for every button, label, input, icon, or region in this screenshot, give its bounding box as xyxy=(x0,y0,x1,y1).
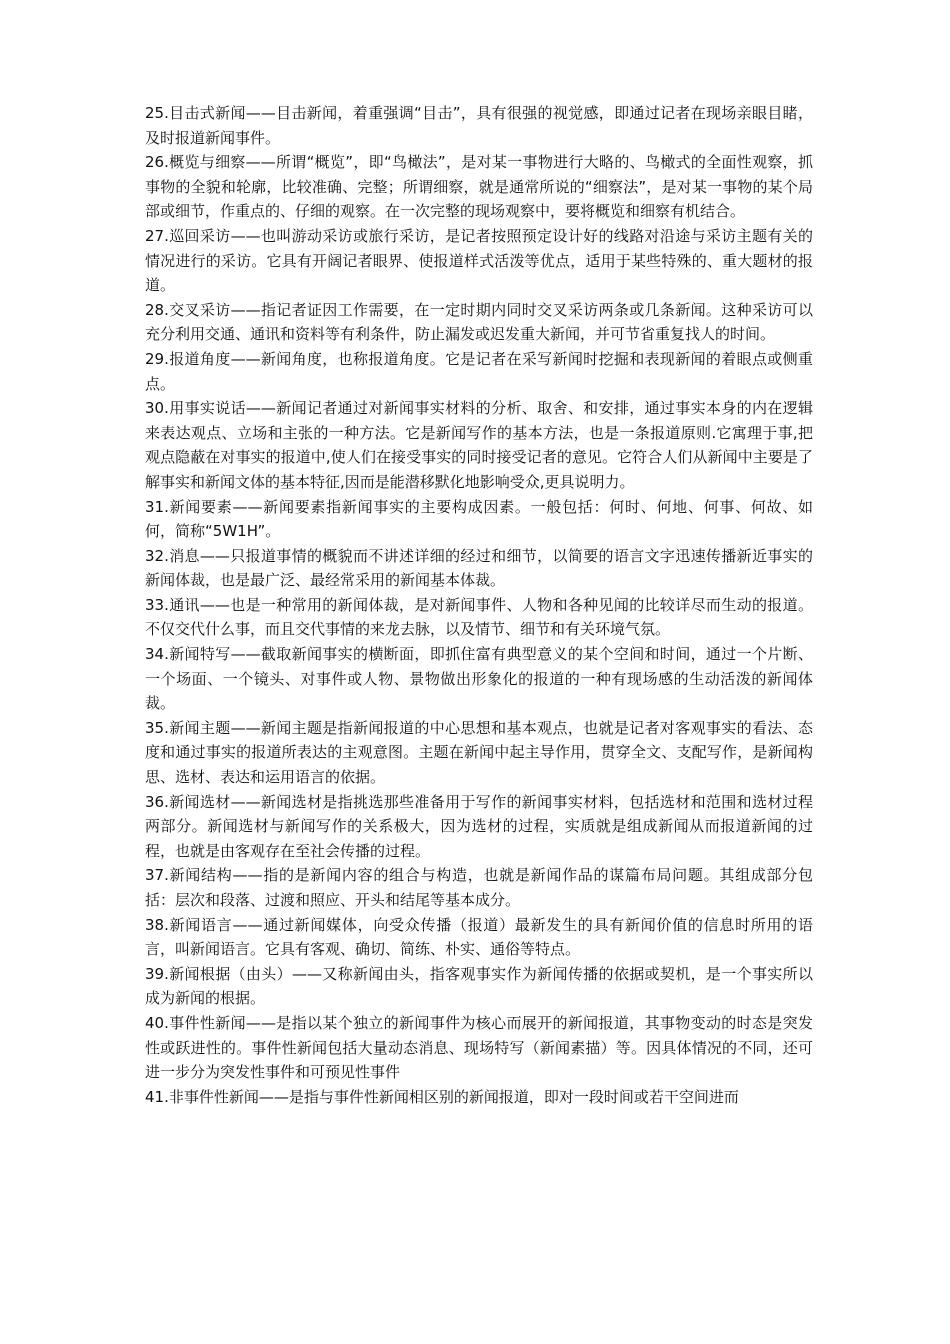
definition-entry-39: 39.新闻根据（由头）——又称新闻由头，指客观事实作为新闻传播的依据或契机，是一个事实所以成为新闻的根据。 xyxy=(145,964,813,1008)
definition-entry-29: 29.报道角度——新闻角度，也称报道角度。它是记者在采写新闻时挖掘和表现新闻的着眼点或侧重点。 xyxy=(145,349,813,393)
definition-entry-32: 32.消息——只报道事情的概貌而不讲述详细的经过和细节，以简要的语言文字迅速传播新近事实的新闻体裁，也是最广泛、最经常采用的新闻基本体裁。 xyxy=(145,546,813,590)
definition-entry-26: 26.概览与细察——所谓“概览”，即“鸟橄法”，是对某一事物进行大略的、鸟橄式的全面性观察，抓事物的全貌和轮廓，比较准确、完整；所谓细察，就是通常所说的“细察法”，是对某一事物的某个局部或细节，作重点的、仔细的观察。在一次完整的现场观察中，要将概览和细察有机结合。 xyxy=(145,153,813,221)
definition-entry-28: 28.交叉采访——指记者证因工作需要，在一定时期内同时交叉采访两条或几条新闻。这种采访可以充分利用交通、通讯和资料等有利条件，防止漏发或迟发重大新闻，并可节省重复找人的时间。 xyxy=(145,300,813,344)
definition-entry-31: 31.新闻要素——新闻要素指新闻事实的主要构成因素。一般包括：何时、何地、何事、何故、如何，简称“5W1H”。 xyxy=(145,497,813,541)
definition-entry-33: 33.通讯——也是一种常用的新闻体裁，是对新闻事件、人物和各种见闻的比较详尽而生动的报道。不仅交代什么事，而且交代事情的来龙去脉，以及情节、细节和有关环境气氛。 xyxy=(145,595,813,639)
definition-entry-37: 37.新闻结构——指的是新闻内容的组合与构造，也就是新闻作品的谋篇布局问题。其组成部分包括：层次和段落、过渡和照应、开头和结尾等基本成分。 xyxy=(145,866,813,909)
definition-entry-41: 41.非事件性新闻——是指与事件性新闻相区别的新闻报道，即对一段时间或若干空间进而 xyxy=(145,1087,739,1106)
definition-entry-30: 30.用事实说话——新闻记者通过对新闻事实材料的分析、取舍、和安排，通过事实本身的内在逻辑来表达观点、立场和主张的一种方法。它是新闻写作的基本方法，也是一条报道原则.它寓理于事,把观点隐蔽在对事实的报道中,使人们在接受事实的同时接受记者的意见。它符合人们从新闻中主要是了解事实和新闻文体的基本特征,因而是能潜移默化地影响受众,更具说明力。 xyxy=(145,399,813,491)
document-body xyxy=(145,101,813,1109)
definition-entry-27: 27.巡回采访——也叫游动采访或旅行采访，是记者按照预定设计好的线路对沿途与采访主题有关的情况进行的采访。它具有开阔记者眼界、使报道样式活泼等优点，适用于某些特殊的、重大题材的报道。 xyxy=(145,226,813,295)
definition-entry-38: 38.新闻语言——通过新闻媒体，向受众传播（报道）最新发生的具有新闻价值的信息时所用的语言，叫新闻语言。它具有客观、确切、简练、朴实、通俗等特点。 xyxy=(145,915,813,959)
definition-entry-35: 35.新闻主题——新闻主题是指新闻报道的中心思想和基本观点，也就是记者对客观事实的看法、态度和通过事实的报道所表达的主观意图。主题在新闻中起主导作用，贯穿全文、支配写作，是新闻构思、选材、表达和运用语言的依据。 xyxy=(145,718,813,787)
definition-entry-36: 36.新闻选材——新闻选材是指挑选那些准备用于写作的新闻事实材料，包括选材和范围和选材过程两部分。新闻选材与新闻写作的关系极大，因为选材的过程，实质就是组成新闻从而报道新闻的过程，也就是由客观存在至社会传播的过程。 xyxy=(145,792,813,860)
definition-entry-25: 25.目击式新闻——目击新闻，着重强调“目击”，具有很强的视觉感，即通过记者在现场亲眼目睹，及时报道新闻事件。 xyxy=(145,104,813,147)
definition-entry-40: 40.事件性新闻——是指以某个独立的新闻事件为核心而展开的新闻报道，其事物变动的时态是突发性或跃进性的。事件性新闻包括大量动态消息、现场特写（新闻素描）等。因具体情况的不同，还可进一步分为突发性事件和可预见性事件 xyxy=(145,1013,813,1082)
definition-entry-34: 34.新闻特写——截取新闻事实的横断面，即抓住富有典型意义的某个空间和时间，通过一个片断、一个场面、一个镜头、对事件或人物、景物做出形象化的报道的一种有现场感的生动活泼的新闻体裁。 xyxy=(145,645,813,713)
